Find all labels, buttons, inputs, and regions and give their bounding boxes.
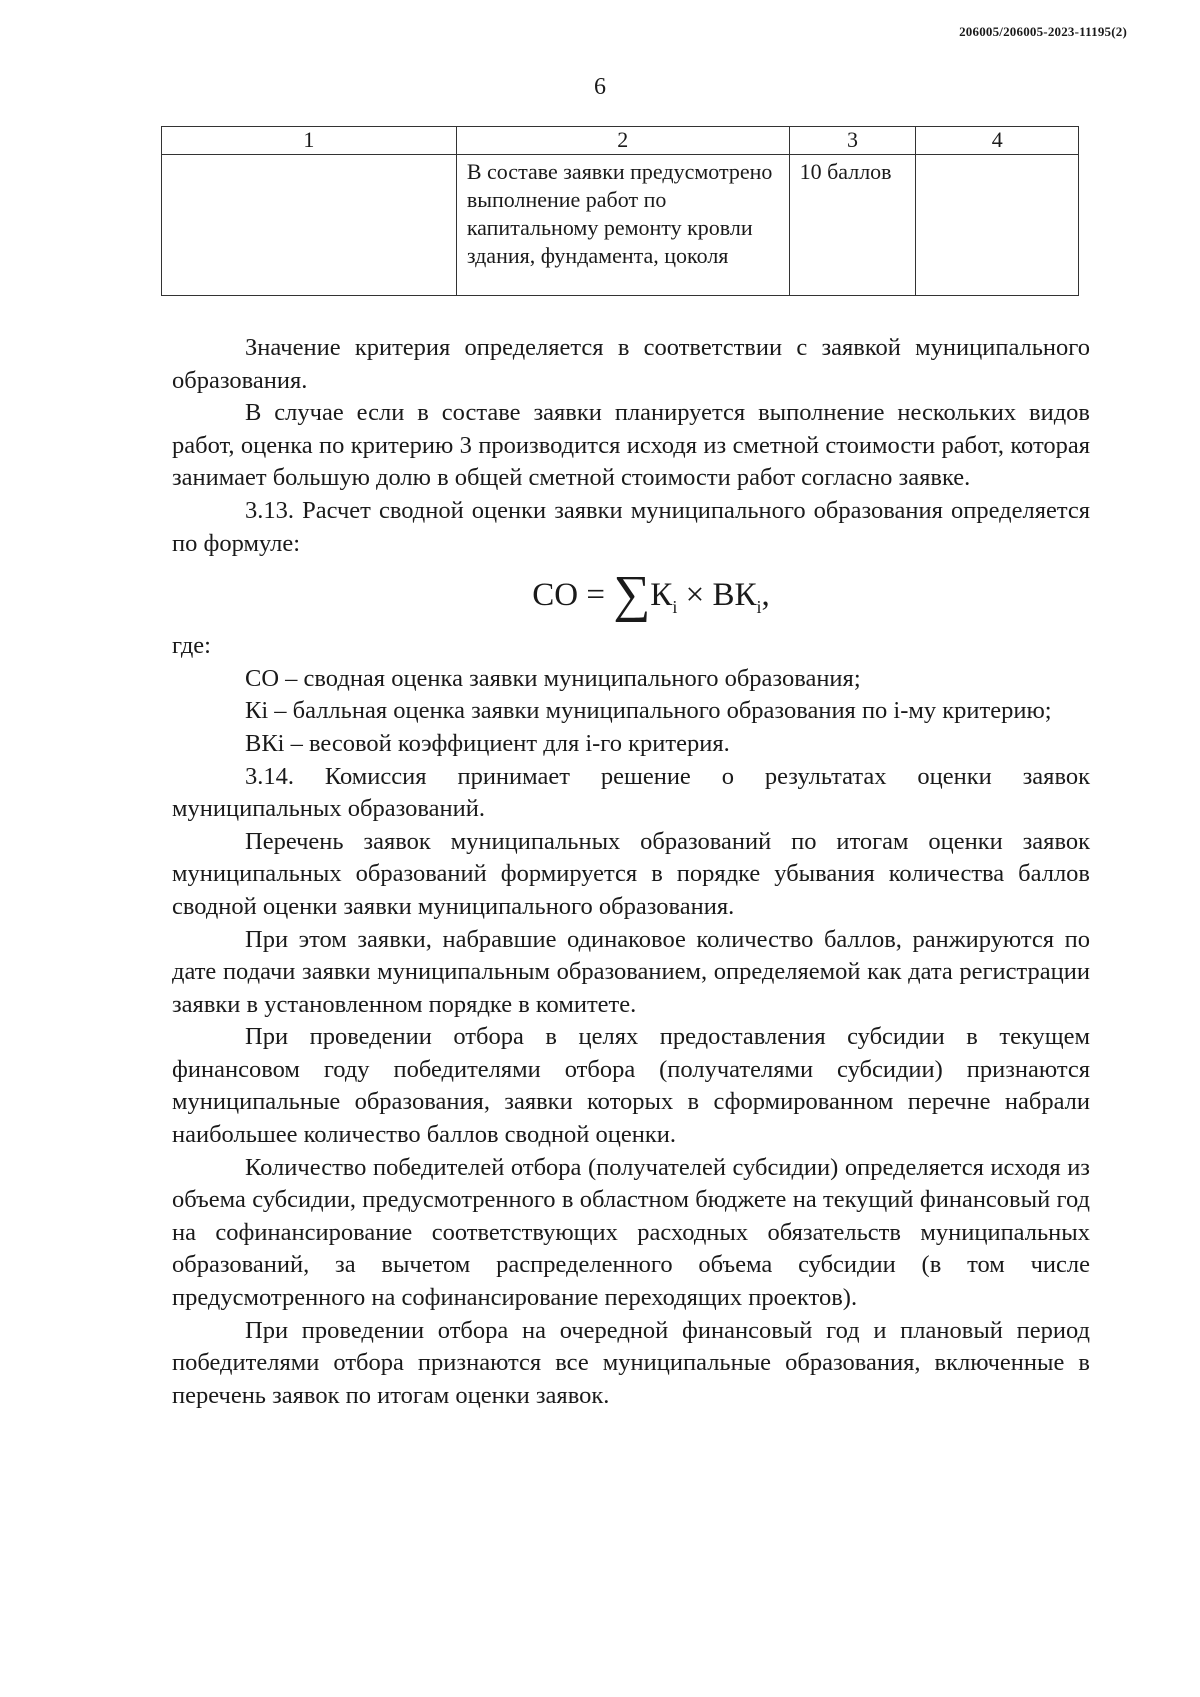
paragraph: В случае если в составе заявки планируется выполнение нескольких видов работ, оценка по критерию 3 производится исходя из сметной стоимости работ, которая занимает большую долю в общей сметной стоимости работ согласно заявке.: [172, 399, 1090, 492]
paragraph: Значение критерия определяется в соответствии с заявкой муниципального образования.: [172, 334, 1090, 394]
definition: Кi – балльная оценка заявки муниципального образования по i-му критерию;: [245, 697, 1052, 725]
sum-symbol: ∑: [613, 566, 651, 624]
page-number: 6: [594, 74, 606, 100]
paragraph: При этом заявки, набравшие одинаковое количество баллов, ранжируются по дате подачи заявки муниципальным образованием, определяемой как дата регистрации заявки в установленном порядке в комитете.: [172, 925, 1090, 1018]
table-header-cell: 4: [916, 127, 1079, 155]
table-cell-criterion: [162, 155, 457, 296]
definition: СО – сводная оценка заявки муниципального образования;: [245, 664, 861, 692]
formula: [172, 560, 1090, 630]
formula-k: К: [650, 577, 673, 614]
paragraph: Перечень заявок муниципальных образований по итогам оценки заявок муниципальных образований формируется в порядке убывания количества баллов сводной оценки заявки муниципального образования.: [172, 827, 1090, 920]
formula-subscript: i: [672, 597, 678, 618]
formula-lhs: СО =: [532, 577, 614, 614]
paragraph: 3.13. Расчет сводной оценки заявки муниципального образования определяется по формуле:: [172, 496, 1090, 557]
formula-times: × ВК: [677, 577, 757, 614]
formula-subscript: i: [756, 597, 762, 618]
document-body: [172, 332, 1090, 1412]
formula-comma: ,: [761, 577, 770, 614]
paragraph: При проведении отбора на очередной финансовый год и плановый период победителями отбора признаются все муниципальные образования, включенные в перечень заявок по итогам оценки заявок.: [172, 1316, 1090, 1409]
table-header-row: [162, 127, 1079, 155]
paragraph: Количество победителей отбора (получателей субсидии) определяется исходя из объема субсидии, предусмотренного в областном бюджете на текущий финансовый год на софинансирование соответствующих расходных обязательств муниципальных образований, за вычетом распределенного объема субсидии (в том числе предусмотренного на софинансирование переходящих проектов).: [172, 1153, 1090, 1312]
table-header-cell: 3: [789, 127, 916, 155]
document-id: 206005/206005-2023-11195(2): [959, 24, 1127, 39]
table-row: [162, 155, 1079, 296]
table-cell-condition: В составе заявки предусмотрено выполнение работ по капитальному ремонту кровли здания, фундамента, цоколя: [456, 155, 789, 296]
table-cell-score: 10 баллов: [789, 155, 916, 296]
table-cell-weight: [916, 155, 1079, 296]
paragraph: При проведении отбора в целях предоставления субсидии в текущем финансовом году победителями отбора (получателями субсидии) признаются муниципальные образования, заявки которых в сформированном перечне набрали наибольшее количество баллов сводной оценки.: [172, 1023, 1090, 1149]
paragraph: 3.14. Комиссия принимает решение о результатах оценки заявок муниципальных образований.: [172, 762, 1090, 823]
table-header-cell: 1: [162, 127, 457, 155]
paragraph-where: где:: [172, 632, 211, 660]
table-header-cell: 2: [456, 127, 789, 155]
criteria-table: [161, 126, 1079, 296]
definition: ВКi – весовой коэффициент для i-го критерия.: [245, 729, 730, 757]
